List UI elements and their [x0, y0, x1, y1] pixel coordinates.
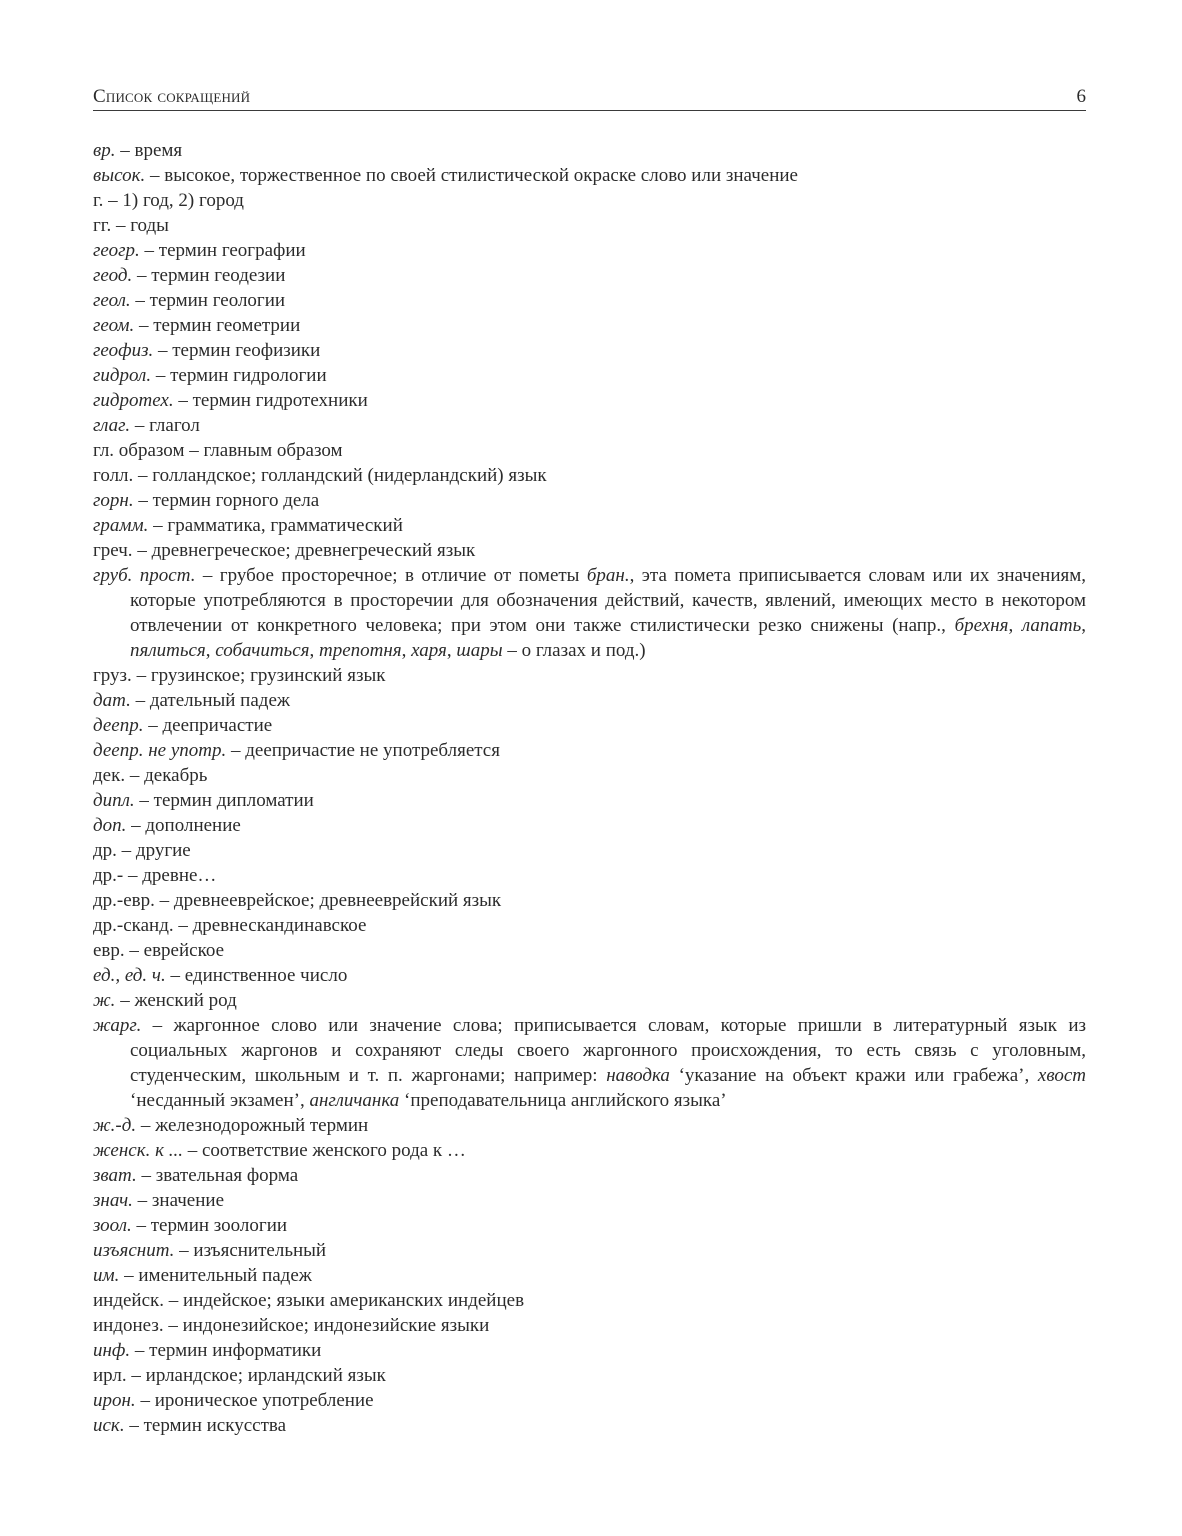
definition-text: , [205, 640, 216, 661]
definition-text: , [1081, 615, 1087, 636]
list-item: им. – именительный падеж [93, 1265, 312, 1286]
list-item: деепр. не употр. – деепричастие не употребляется [93, 740, 500, 761]
example-word: пялиться [130, 640, 206, 661]
definition: железнодорожный термин [155, 1115, 369, 1136]
abbreviation: голл. [93, 465, 134, 486]
abbreviation: груз. [93, 665, 132, 686]
list-item: горн. – термин горного дела [93, 490, 320, 511]
definition: древне… [142, 865, 217, 886]
abbreviation: знач. [93, 1190, 133, 1211]
example-word: англичанка [309, 1090, 400, 1111]
definition: ироническое употребление [154, 1390, 374, 1411]
definition: древнескандинавское [192, 915, 367, 936]
example-word: лапать [1021, 615, 1082, 636]
list-item: глаг. – глагол [93, 415, 200, 436]
definition: индонезийское; индонезийские языки [182, 1315, 490, 1336]
example-word: бран. [586, 565, 630, 586]
abbreviation: др.- [93, 865, 124, 886]
abbreviation: вр. [93, 140, 116, 161]
abbreviation: ирон. [93, 1390, 136, 1411]
abbreviation: др. [93, 840, 117, 861]
definition: грамматика, грамматический [167, 515, 403, 536]
abbreviation: дат. [93, 690, 131, 711]
definition: деепричастие не употребляется [245, 740, 500, 761]
list-item: женск. к ... – соответствие женского рода к … [93, 1140, 466, 1161]
list-item: деепр. – деепричастие [93, 715, 273, 736]
example-word: харя [411, 640, 447, 661]
list-item: вр. – время [93, 140, 183, 161]
definition: голландское; голландский (нидерландский) язык [152, 465, 547, 486]
abbreviation: горн. [93, 490, 134, 511]
abbreviation: дек. [93, 765, 126, 786]
abbreviation: геофиз. [93, 340, 154, 361]
list-item: ж.-д. – железнодорожный термин [93, 1115, 369, 1136]
abbreviation: геод. [93, 265, 133, 286]
example-word: хвост [1037, 1065, 1086, 1086]
definition: 1) год, 2) город [122, 190, 244, 211]
definition: дательный падеж [149, 690, 290, 711]
definition: глагол [149, 415, 200, 436]
definition: термин дипломатии [153, 790, 314, 811]
definition: декабрь [144, 765, 208, 786]
definition: женский род [134, 990, 237, 1011]
section-title: Список сокращений [93, 86, 251, 107]
definition: время [134, 140, 183, 161]
abbreviation: им. [93, 1265, 120, 1286]
list-item: доп. – дополнение [93, 815, 241, 836]
abbreviation: гидрол. [93, 365, 152, 386]
list-item: евр. – еврейское [93, 940, 225, 961]
definition: термин географии [158, 240, 306, 261]
list-item: др. – другие [93, 840, 191, 861]
list-item: груб. прост. – грубое просторечное; в отличие от пометы бран., эта помета приписывается словам или их значениям, которые употребляются в просторечии для обозначения действий, качеств, явлений, имеющих место в некотором отвлечении от конкретного человека; при этом они также стилистически резко снижены (напр., брехня, лапать, пялиться, собачиться, трепотня, харя, шары – о глазах и под.) [93, 565, 1087, 661]
abbreviation: иск. [93, 1415, 125, 1436]
definition: именительный падеж [138, 1265, 312, 1286]
definition: дополнение [145, 815, 241, 836]
list-item: геогр. – термин географии [93, 240, 306, 261]
example-word: трепотня [318, 640, 402, 661]
abbreviation: глаг. [93, 415, 131, 436]
definition: древнегреческое; древнегреческий язык [151, 540, 476, 561]
list-item: голл. – голландское; голландский (нидерландский) язык [93, 465, 547, 486]
definition: грузинское; грузинский язык [150, 665, 386, 686]
list-item: инф. – термин информатики [93, 1340, 322, 1361]
list-item: дек. – декабрь [93, 765, 208, 786]
abbreviation: индонез. [93, 1315, 164, 1336]
abbreviation: изъяснит. [93, 1240, 175, 1261]
abbreviation: евр. [93, 940, 125, 961]
definition: еврейское [143, 940, 225, 961]
definition: деепричастие [162, 715, 273, 736]
list-item: ед., ед. ч. – единственное число [93, 965, 348, 986]
list-item: др.-сканд. – древнескандинавское [93, 915, 367, 936]
list-item: дипл. – термин дипломатии [93, 790, 314, 811]
list-item: геод. – термин геодезии [93, 265, 286, 286]
abbreviation: ирл. [93, 1365, 127, 1386]
list-item: гидротех. – термин гидротехники [93, 390, 368, 411]
abbreviation: греч. [93, 540, 133, 561]
definition-text: грубое просторечное; в отличие от пометы [219, 565, 587, 586]
abbreviation: высок. [93, 165, 146, 186]
definition: главным образом [203, 440, 343, 461]
definition: термин геодезии [151, 265, 286, 286]
abbreviation: доп. [93, 815, 127, 836]
abbreviation: груб. прост. [93, 565, 196, 586]
definition-text: , [446, 640, 457, 661]
list-item: зват. – звательная форма [93, 1165, 299, 1186]
definition: другие [135, 840, 191, 861]
definition-text: , эта помета приписывается словам или их значениям, которые употребляются в просторечии для обозначения действий, качеств, явлений, имеющих место в некотором отвлечении от конкретного человека; при этом они также стилистически резко снижены (напр., [130, 565, 1087, 636]
definition: ирландское; ирландский язык [145, 1365, 386, 1386]
list-item: ж. – женский род [93, 990, 237, 1011]
definition: термин гидрологии [170, 365, 327, 386]
abbreviation: г. [93, 190, 104, 211]
definition: термин информатики [149, 1340, 322, 1361]
abbreviation: гидротех. [93, 390, 174, 411]
running-header [93, 84, 1086, 111]
abbreviation: инф. [93, 1340, 131, 1361]
abbreviation: жарг. [93, 1015, 142, 1036]
abbreviation: др.-евр. [93, 890, 155, 911]
abbreviation: индейск. [93, 1290, 165, 1311]
example-word: шары [456, 640, 503, 661]
abbreviation: зват. [93, 1165, 137, 1186]
example-word: наводка [606, 1065, 670, 1086]
list-item: гидрол. – термин гидрологии [93, 365, 327, 386]
definition: значение [151, 1190, 225, 1211]
definition-text: , [401, 640, 412, 661]
definition-text: , [309, 640, 319, 661]
definition: высокое, торжественное по своей стилистической окраске слово или значение [164, 165, 798, 186]
abbreviation: геогр. [93, 240, 140, 261]
list-item: гг. – годы [93, 215, 169, 236]
definition-text: , [1008, 615, 1022, 636]
list-item: высок. – высокое, торжественное по своей стилистической окраске слово или значение [93, 165, 798, 186]
list-item: груз. – грузинское; грузинский язык [93, 665, 386, 686]
list-item: изъяснит. – изъяснительный [93, 1240, 327, 1261]
abbreviation: женск. к ... [93, 1140, 183, 1161]
definition-text: ‘указание на объект кражи или грабежа’, [669, 1065, 1038, 1086]
list-item: знач. – значение [93, 1190, 225, 1211]
definition: термин геометрии [153, 315, 301, 336]
abbreviation: грамм. [93, 515, 149, 536]
abbreviation: деепр. [93, 715, 144, 736]
definition: термин геофизики [172, 340, 321, 361]
list-item: ирон. – ироническое употребление [93, 1390, 374, 1411]
abbreviation: гг. [93, 215, 112, 236]
definition: звательная форма [155, 1165, 299, 1186]
definition: единственное число [184, 965, 348, 986]
list-item: индейск. – индейское; языки американских индейцев [93, 1290, 525, 1311]
list-item: греч. – древнегреческое; древнегреческий язык [93, 540, 476, 561]
abbreviation-list [93, 138, 1086, 1438]
list-item: геом. – термин геометрии [93, 315, 301, 336]
list-item: др.-евр. – древнееврейское; древнееврейский язык [93, 890, 502, 911]
definition-text: – о глазах и под.) [502, 640, 646, 661]
list-item: иск. – термин искусства [93, 1415, 287, 1436]
abbreviation: гл. образом [93, 440, 185, 461]
abbreviation: др.-сканд. [93, 915, 174, 936]
list-item: жарг. – жаргонное слово или значение слова; приписывается словам, которые пришли в литературный язык из социальных жаргонов и сохраняют следы своего жаргонного происхождения, то есть связь с уголовным, студенческим, школьным и т. п. жаргонами; например: наводка ‘указание на объект кражи или грабежа’, хвост ‘несданный экзамен’, англичанка ‘преподавательница английского языка’ [93, 1015, 1086, 1111]
abbreviation: ж.-д. [93, 1115, 137, 1136]
definition: индейское; языки американских индейцев [183, 1290, 525, 1311]
example-word: собачиться [215, 640, 310, 661]
definition: термин гидротехники [192, 390, 368, 411]
list-item: др.- – древне… [93, 865, 217, 886]
abbreviation: геол. [93, 290, 131, 311]
list-item: дат. – дательный падеж [93, 690, 290, 711]
definition: термин искусства [143, 1415, 287, 1436]
list-item: ирл. – ирландское; ирландский язык [93, 1365, 386, 1386]
list-item: г. – 1) год, 2) город [93, 190, 244, 211]
abbreviation: дипл. [93, 790, 135, 811]
definition-text: ‘преподавательница английского языка’ [399, 1090, 727, 1111]
list-item: геофиз. – термин геофизики [93, 340, 321, 361]
abbreviation: ед., ед. ч. [93, 965, 166, 986]
page-number: 6 [1076, 86, 1086, 107]
abbreviation: геом. [93, 315, 135, 336]
definition: древнееврейское; древнееврейский язык [173, 890, 502, 911]
definition: соответствие женского рода к … [202, 1140, 466, 1161]
definition: термин горного дела [152, 490, 320, 511]
definition: термин геологии [149, 290, 286, 311]
abbreviation: деепр. не употр. [93, 740, 227, 761]
abbreviation: ж. [93, 990, 116, 1011]
definition-text: жаргонное слово или значение слова; приписывается словам, которые пришли в литературный язык из социальных жаргонов и сохраняют следы своего жаргонного происхождения, то есть связь с уголовным, студенческим, школьным и т. п. жаргонами; например: [130, 1015, 1086, 1086]
list-item: зоол. – термин зоологии [93, 1215, 288, 1236]
definition: изъяснительный [193, 1240, 327, 1261]
definition-text: ‘несданный экзамен’, [130, 1090, 310, 1111]
list-item: геол. – термин геологии [93, 290, 286, 311]
list-item: индонез. – индонезийское; индонезийские языки [93, 1315, 490, 1336]
example-word: брехня [954, 615, 1009, 636]
list-item: грамм. – грамматика, грамматический [93, 515, 403, 536]
definition: годы [130, 215, 169, 236]
list-item: гл. образом – главным образом [93, 440, 343, 461]
definition: термин зоологии [150, 1215, 288, 1236]
abbreviation: зоол. [93, 1215, 132, 1236]
